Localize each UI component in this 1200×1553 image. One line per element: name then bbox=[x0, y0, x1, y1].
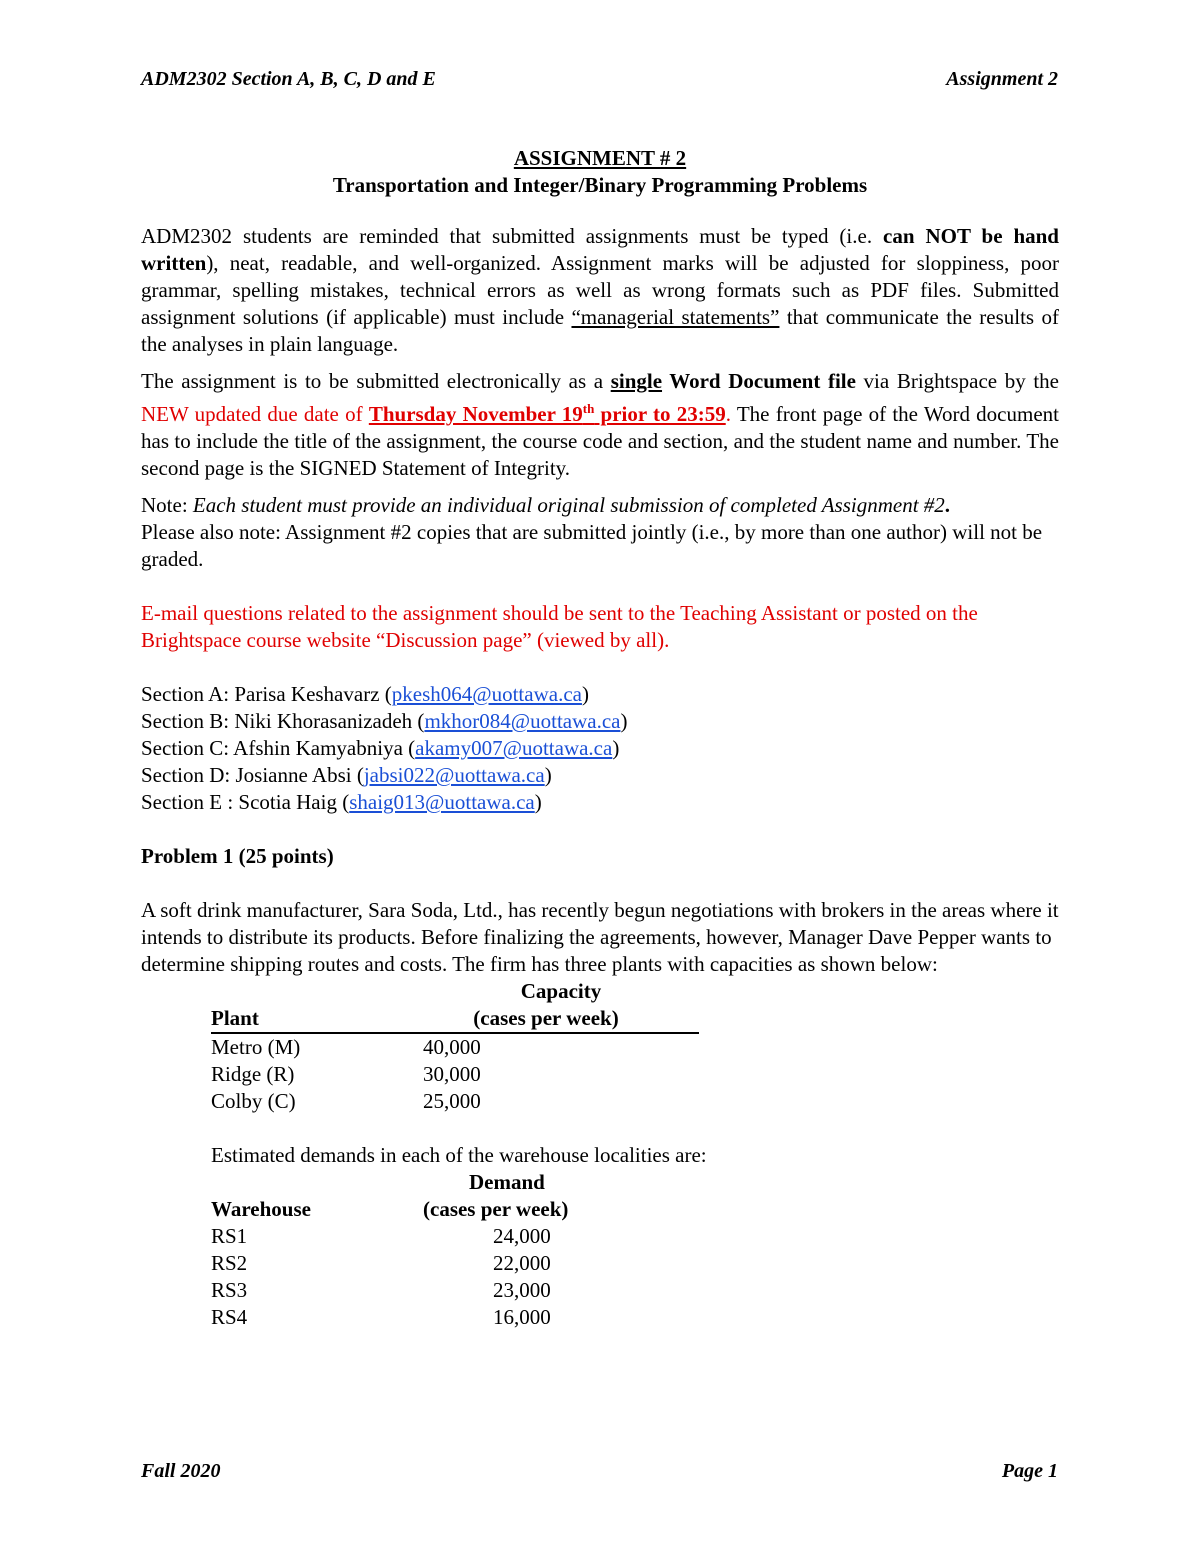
table-row bbox=[211, 1033, 699, 1061]
plant-capacity: 30,000 bbox=[423, 1062, 481, 1086]
table-row bbox=[211, 1250, 739, 1277]
section-item bbox=[141, 789, 1059, 816]
section-email-link[interactable]: shaig013@uottawa.ca bbox=[349, 790, 535, 814]
section-suffix: ) bbox=[620, 709, 628, 733]
due-date: Thursday November 19 bbox=[368, 402, 583, 426]
note-joint: Please also note: Assignment #2 copies that are submitted jointly (i.e., by more than one author) will not be graded. bbox=[141, 520, 1043, 571]
due-date-sup: th bbox=[582, 401, 595, 416]
section-suffix: ) bbox=[581, 682, 589, 706]
problem1-text: A soft drink manufacturer, Sara Soda, Ltd., has recently begun negotiations with brokers in the areas where it intends to distribute its products. Before finalizing the agreements, however, Manager Dave Pepper wants to determine shipping routes and costs. The firm has three plants with capacities as shown below: bbox=[141, 898, 1059, 976]
section-suffix: ) bbox=[544, 763, 552, 787]
due-period: . bbox=[725, 402, 731, 426]
warehouse-name: RS3 bbox=[211, 1278, 248, 1302]
header-left: ADM2302 Section A, B, C, D and E bbox=[141, 68, 436, 90]
table-row bbox=[211, 1088, 699, 1115]
note-italic: Each student must provide an individual original submission of completed Assignment #2 bbox=[192, 493, 945, 517]
single-word: single bbox=[610, 369, 663, 393]
warehouse-demand: 16,000 bbox=[493, 1305, 551, 1329]
section-item bbox=[141, 681, 1059, 708]
intro-text: ADM2302 students are reminded that submitted assignments must be typed (i.e. bbox=[141, 224, 884, 248]
section-email-link[interactable]: jabsi022@uottawa.ca bbox=[363, 763, 545, 787]
section-label: Section E : Scotia Haig ( bbox=[141, 790, 350, 814]
table-row bbox=[211, 1277, 739, 1304]
section-item bbox=[141, 762, 1059, 789]
warehouse-header: Warehouse bbox=[211, 1197, 311, 1221]
section-item bbox=[141, 735, 1059, 762]
plant-name: Colby (C) bbox=[211, 1089, 296, 1113]
plant-header: Plant bbox=[211, 1005, 423, 1033]
plant-name: Ridge (R) bbox=[211, 1062, 295, 1086]
section-item bbox=[141, 708, 1059, 735]
problem1-heading: Problem 1 (25 points) bbox=[141, 844, 334, 868]
capacity-header-top: Capacity bbox=[520, 979, 602, 1003]
intro-text-3: that communicate the results of the analyses in plain language. bbox=[141, 305, 1059, 356]
note-paragraph bbox=[141, 492, 1059, 573]
section-label: Section A: Parisa Keshavarz ( bbox=[141, 682, 392, 706]
warehouse-demand: 24,000 bbox=[493, 1224, 551, 1248]
title-line2: Transportation and Integer/Binary Programming Problems bbox=[332, 173, 868, 197]
header-right: Assignment 2 bbox=[946, 68, 1058, 90]
plant-capacity: 25,000 bbox=[423, 1089, 481, 1113]
managerial-statements: “managerial statements” bbox=[571, 305, 780, 329]
submission-paragraph bbox=[141, 368, 1059, 482]
due-date-note: NEW updated due date of bbox=[141, 402, 369, 426]
footer-right: Page 1 bbox=[1001, 1460, 1058, 1482]
table-row bbox=[211, 1223, 739, 1250]
section-label: Section D: Josianne Absi ( bbox=[141, 763, 364, 787]
intro-paragraph bbox=[141, 223, 1059, 358]
plant-name: Metro (M) bbox=[211, 1035, 301, 1059]
email-questions-note: E-mail questions related to the assignment should be sent to the Teaching Assistant or posted on the Brightspace course website “Discussion page” (viewed by all). bbox=[141, 601, 978, 652]
title-line1: ASSIGNMENT # 2 bbox=[513, 146, 687, 170]
submission-text-2: via Brightspace by the bbox=[855, 369, 1059, 393]
capacity-header: (cases per week) bbox=[423, 1005, 699, 1033]
table-row bbox=[211, 1061, 699, 1088]
section-suffix: ) bbox=[534, 790, 542, 814]
intro-text-2: ), neat, readable, and well-organized. Assignment marks will be adjusted for sloppiness, poor grammar, spelling mistakes, technical errors as well as wrong formats such as PDF files. Submitted assignment solutions (if applicable) must include bbox=[141, 251, 1059, 329]
submission-text: The assignment is to be submitted electronically as a bbox=[141, 369, 611, 393]
section-email-link[interactable]: mkhor084@uottawa.ca bbox=[424, 709, 621, 733]
submission-text-3: The front page of the Word document has to include the title of the assignment, the course code and section, and the student name and number. The second page is the SIGNED Statement of Integrity. bbox=[141, 402, 1059, 480]
table-row bbox=[211, 1304, 739, 1331]
warehouse-demand: 22,000 bbox=[493, 1251, 551, 1275]
demand-header: (cases per week) bbox=[423, 1197, 569, 1221]
demand-table bbox=[211, 1169, 739, 1331]
title-block bbox=[141, 145, 1059, 199]
warehouse-name: RS4 bbox=[211, 1305, 248, 1329]
section-email-link[interactable]: akamy007@uottawa.ca bbox=[415, 736, 613, 760]
plant-capacity: 40,000 bbox=[423, 1035, 481, 1059]
section-suffix: ) bbox=[612, 736, 620, 760]
warehouse-name: RS2 bbox=[211, 1251, 248, 1275]
plants-table bbox=[211, 978, 699, 1115]
warehouse-name: RS1 bbox=[211, 1224, 248, 1248]
section-label: Section C: Afshin Kamyabniya ( bbox=[141, 736, 416, 760]
note-label: Note: bbox=[141, 493, 193, 517]
warehouse-demand: 23,000 bbox=[493, 1278, 551, 1302]
demand-header-top: Demand bbox=[469, 1170, 545, 1194]
word-doc-file: Word Document file bbox=[662, 369, 856, 393]
due-time: prior to 23:59 bbox=[594, 402, 726, 426]
section-label: Section B: Niki Khorasanizadeh ( bbox=[141, 709, 425, 733]
intro-bold: can NOT be hand written bbox=[141, 224, 1059, 275]
sections-list bbox=[141, 681, 1059, 816]
footer-left: Fall 2020 bbox=[141, 1460, 221, 1482]
document-body bbox=[141, 145, 1059, 1331]
section-email-link[interactable]: pkesh064@uottawa.ca bbox=[391, 682, 582, 706]
demand-intro: Estimated demands in each of the warehouse localities are: bbox=[211, 1143, 707, 1167]
note-period: . bbox=[944, 493, 951, 517]
